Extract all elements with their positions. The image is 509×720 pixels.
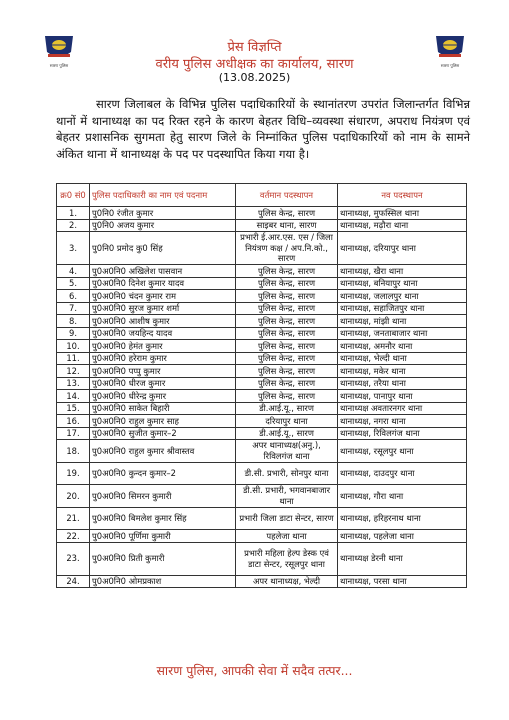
- new-posting-cell: थानाध्यक्ष, मढ़ौरा थाना: [338, 219, 467, 232]
- officer-name-cell: पु0अ0नि0 प्रिती कुमारी: [90, 542, 236, 575]
- footer-slogan: सारण पुलिस, आपकी सेवा में सदैव तत्पर...: [156, 663, 353, 678]
- new-posting-cell: थानाध्यक्ष, मकेर थाना: [338, 365, 467, 378]
- office-name: वरीय पुलिस अधीक्षक का कार्यालय, सारण: [155, 57, 354, 72]
- officer-name-cell: पु0अ0नि0 पूर्णिमा कुमारी: [90, 530, 236, 543]
- table-row: [57, 265, 467, 278]
- officer-name-cell: पु0अ0नि0 हेमंत कुमार: [90, 340, 236, 353]
- serial-cell: 2.: [57, 219, 90, 232]
- serial-cell: 17.: [57, 427, 90, 440]
- officer-name-cell: पु0अ0नि0 राहुल कुमार साह: [90, 415, 236, 428]
- new-posting-cell: थानाध्यक्ष, रसूलपुर थाना: [338, 440, 467, 463]
- serial-cell: 8.: [57, 315, 90, 328]
- serial-cell: 22.: [57, 530, 90, 543]
- serial-cell: 19.: [57, 462, 90, 485]
- officer-name-cell: पु0अ0नि0 धीरज कुमार: [90, 377, 236, 390]
- current-posting-cell: पुलिस केन्द्र, सारण: [236, 352, 338, 365]
- new-posting-cell: थानाध्यक्ष, खैरा थाना: [338, 265, 467, 278]
- current-posting-cell: प्रभारी ई.आर.एस. एस / जिला नियंत्रण कक्ष / अप.नि.को., सारण: [236, 232, 338, 265]
- current-posting-cell: डी.सी. प्रभारी, सोनपुर थाना: [236, 462, 338, 485]
- officer-name-cell: पु0अ0नि0 हरेराम कुमार: [90, 352, 236, 365]
- current-posting-cell: पुलिस केन्द्र, सारण: [236, 277, 338, 290]
- table-row: [57, 352, 467, 365]
- table-row: [57, 219, 467, 232]
- table-header-row: [57, 184, 467, 207]
- new-posting-cell: थानाध्यक्ष, पहलेजा थाना: [338, 530, 467, 543]
- officer-name-cell: पु0अ0नि0 सुजीत कुमार–2: [90, 427, 236, 440]
- officer-name-cell: पु0अ0नि0 पप्पु कुमार: [90, 365, 236, 378]
- new-posting-cell: थानाध्यक्ष, जनताबाजार थाना: [338, 327, 467, 340]
- table-row: [57, 485, 467, 508]
- new-posting-cell: थानाध्यक्ष, मांझी थाना: [338, 315, 467, 328]
- officer-name-cell: पु0नि0 प्रमोद कु0 सिंह: [90, 232, 236, 265]
- new-posting-cell: थानाध्यक्ष, परसा थाना: [338, 575, 467, 588]
- officer-name-cell: पु0अ0नि0 सिमरन कुमारी: [90, 485, 236, 508]
- posting-table-body: [57, 207, 467, 588]
- officer-name-cell: पु0अ0नि0 साकेत बिहारी: [90, 402, 236, 415]
- table-row: [57, 462, 467, 485]
- table-row: [57, 290, 467, 303]
- table-row: [57, 340, 467, 353]
- table-row: [57, 390, 467, 403]
- table-row: [57, 402, 467, 415]
- current-posting-cell: डी.आई.यू., सारण: [236, 402, 338, 415]
- serial-cell: 9.: [57, 327, 90, 340]
- table-row: [57, 365, 467, 378]
- new-posting-cell: थानाध्यक्ष, दाउदपुर थाना: [338, 462, 467, 485]
- table-row: [57, 575, 467, 588]
- current-posting-cell: डी.आई.यू., सारण: [236, 427, 338, 440]
- current-posting-cell: पुलिस केन्द्र, सारण: [236, 365, 338, 378]
- table-row: [57, 507, 467, 530]
- table-row: [57, 232, 467, 265]
- officer-name-cell: पु0अ0नि0 दिनेश कुमार यादव: [90, 277, 236, 290]
- serial-cell: 16.: [57, 415, 90, 428]
- table-row: [57, 530, 467, 543]
- intro-paragraph: [56, 96, 470, 162]
- new-posting-cell: थानाध्यक्ष, रिविलगंज थाना: [338, 427, 467, 440]
- officer-name-cell: पु0अ0नि0 कुन्दन कुमार–2: [90, 462, 236, 485]
- table-row: [57, 427, 467, 440]
- table-row: [57, 542, 467, 575]
- serial-cell: 12.: [57, 365, 90, 378]
- serial-cell: 1.: [57, 207, 90, 220]
- serial-cell: 10.: [57, 340, 90, 353]
- serial-cell: 14.: [57, 390, 90, 403]
- serial-cell: 5.: [57, 277, 90, 290]
- header-current-posting: वर्तमान पदस्थापन: [236, 184, 338, 207]
- serial-cell: 13.: [57, 377, 90, 390]
- serial-cell: 3.: [57, 232, 90, 265]
- serial-cell: 7.: [57, 302, 90, 315]
- serial-cell: 4.: [57, 265, 90, 278]
- current-posting-cell: पुलिस केन्द्र, सारण: [236, 327, 338, 340]
- serial-cell: 11.: [57, 352, 90, 365]
- table-row: [57, 377, 467, 390]
- officer-name-cell: पु0नि0 अजय कुमार: [90, 219, 236, 232]
- new-posting-cell: थानाध्यक्ष, सहाजितपुर थाना: [338, 302, 467, 315]
- release-date: (13.08.2025): [218, 71, 291, 84]
- new-posting-cell: थानाध्यक्ष, गौरा थाना: [338, 485, 467, 508]
- officer-name-cell: पु0अ0नि0 धीरेन्द्र कुमार: [90, 390, 236, 403]
- serial-cell: 23.: [57, 542, 90, 575]
- new-posting-cell: थानाध्यक्ष, दरियापुर थाना: [338, 232, 467, 265]
- new-posting-cell: थानाध्यक्ष, नगरा थाना: [338, 415, 467, 428]
- current-posting-cell: पुलिस केन्द्र, सारण: [236, 340, 338, 353]
- new-posting-cell: थानाध्यक्ष, अमनौर थाना: [338, 340, 467, 353]
- header-new-posting: नव पदस्थापन: [338, 184, 467, 207]
- current-posting-cell: पुलिस केन्द्र, सारण: [236, 302, 338, 315]
- press-release-title: प्रेस विज्ञप्ति: [227, 40, 282, 55]
- officer-name-cell: पु0अ0नि0 अखिलेश पासवान: [90, 265, 236, 278]
- current-posting-cell: पुलिस केन्द्र, सारण: [236, 290, 338, 303]
- new-posting-cell: थानाध्यक्ष, पानापुर थाना: [338, 390, 467, 403]
- new-posting-cell: थानाध्यक्ष अवतारनगर थाना: [338, 402, 467, 415]
- officer-name-cell: पु0नि0 रंजीत कुमार: [90, 207, 236, 220]
- current-posting-cell: अपर थानाध्यक्ष, भेल्दी: [236, 575, 338, 588]
- current-posting-cell: पुलिस केन्द्र, सारण: [236, 390, 338, 403]
- new-posting-cell: थानाध्यक्ष डेरनी थाना: [338, 542, 467, 575]
- serial-cell: 15.: [57, 402, 90, 415]
- table-row: [57, 315, 467, 328]
- officer-name-cell: पु0अ0नि0 राहुल कुमार श्रीवास्तव: [90, 440, 236, 463]
- serial-cell: 20.: [57, 485, 90, 508]
- table-row: [57, 302, 467, 315]
- header-serial: क्र0 सं0: [57, 184, 90, 207]
- posting-table: [56, 183, 467, 588]
- serial-cell: 24.: [57, 575, 90, 588]
- new-posting-cell: थानाध्यक्ष, मुफस्सिल थाना: [338, 207, 467, 220]
- current-posting-cell: प्रभारी महिला हेल्प डेस्क एवं डाटा सेन्टर, रसूलपुर थाना: [236, 542, 338, 575]
- officer-name-cell: पु0अ0नि0 ओमप्रकाश: [90, 575, 236, 588]
- right-logo-caption: सारण पुलिस: [440, 63, 460, 68]
- current-posting-cell: पुलिस केन्द्र, सारण: [236, 377, 338, 390]
- current-posting-cell: पुलिस केन्द्र, सारण: [236, 265, 338, 278]
- table-row: [57, 277, 467, 290]
- new-posting-cell: थानाध्यक्ष, बनियापुर थाना: [338, 277, 467, 290]
- serial-cell: 6.: [57, 290, 90, 303]
- current-posting-cell: पुलिस केन्द्र, सारण: [236, 315, 338, 328]
- officer-name-cell: पु0अ0नि0 बिमलेश कुमार सिंह: [90, 507, 236, 530]
- current-posting-cell: पहलेजा थाना: [236, 530, 338, 543]
- current-posting-cell: डी.सी. प्रभारी, भगवानबाजार थाना: [236, 485, 338, 508]
- new-posting-cell: थानाध्यक्ष, भेल्दी थाना: [338, 352, 467, 365]
- current-posting-cell: साइबर थाना, सारण: [236, 219, 338, 232]
- new-posting-cell: थानाध्यक्ष, जलालपुर थाना: [338, 290, 467, 303]
- current-posting-cell: पुलिस केन्द्र, सारण: [236, 207, 338, 220]
- serial-cell: 21.: [57, 507, 90, 530]
- new-posting-cell: थानाध्यक्ष, तरैया थाना: [338, 377, 467, 390]
- intro-text: सारण जिलाबल के विभिन्न पुलिस पदाधिकारियों के स्थानांतरण उपरांत जिलान्तर्गत विभिन्न थानों में थानाध्यक्ष का पद रिक्त रहने के कारण बेहतर विधि–व्यवस्था संधारण, अपराध नियंत्रण एवं बेहतर प्रशासनिक सुगमता हेतु सारण जिले के निम्नांकित पुलिस पदाधिकारियों को नाम के सामने अंकित थाना में थानाध्यक्ष के पद पर पदस्थापित किया गया है।: [56, 97, 470, 161]
- current-posting-cell: दरियापुर थाना: [236, 415, 338, 428]
- officer-name-cell: पु0अ0नि0 चंदन कुमार राम: [90, 290, 236, 303]
- current-posting-cell: अपर थानाध्यक्ष(अनु.), रिविलगंज थाना: [236, 440, 338, 463]
- officer-name-cell: पु0अ0नि0 आशीष कुमार: [90, 315, 236, 328]
- new-posting-cell: थानाध्यक्ष, हरिहरनाथ थाना: [338, 507, 467, 530]
- header-officer-name: पुलिस पदाधिकारी का नाम एवं पदनाम: [90, 184, 236, 207]
- serial-cell: 18.: [57, 440, 90, 463]
- table-row: [57, 440, 467, 463]
- officer-name-cell: पु0अ0नि0 सुरज कुमार शर्मा: [90, 302, 236, 315]
- table-row: [57, 415, 467, 428]
- table-row: [57, 207, 467, 220]
- current-posting-cell: प्रभारी जिला डाटा सेन्टर, सारण: [236, 507, 338, 530]
- officer-name-cell: पु0अ0नि0 जयहिन्द यादव: [90, 327, 236, 340]
- table-row: [57, 327, 467, 340]
- left-logo-caption: सारण पुलिस: [49, 63, 69, 68]
